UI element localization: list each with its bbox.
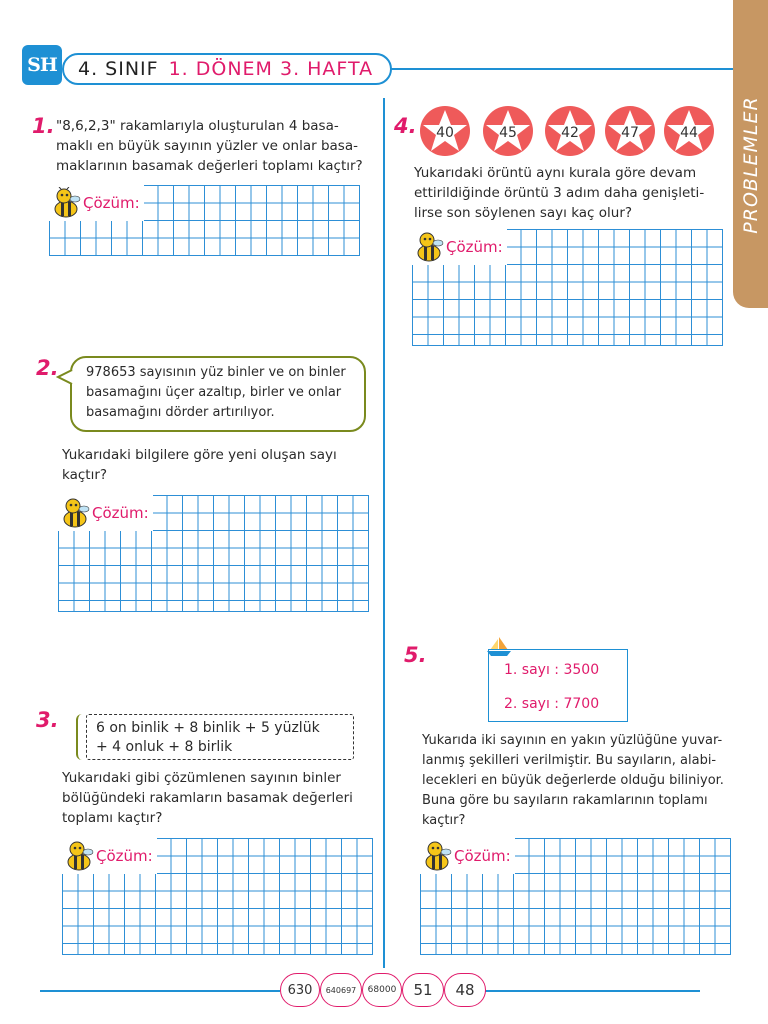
q1-line: maklarının basamak değerleri toplamı kaçtır? [56,158,363,174]
footer-answer-option: 630 [280,973,320,1007]
q2-box-line: 978653 sayısının yüz binler ve on binler [86,365,346,380]
q5-line: Buna göre bu sayıların rakamlarının toplamı [422,793,708,808]
q5-line: Yukarıda iki sayının en yakın yüzlüğüne yuvar- [422,733,723,748]
bee-icon [51,187,81,219]
solution-header [412,229,507,265]
q1-solution-grid[interactable] [49,185,360,256]
q3-line: bölüğündeki rakamların basamak değerleri [62,790,353,806]
bee-icon [64,840,94,872]
star-number: 40 [436,125,454,142]
solution-label: Çözüm: [83,194,140,212]
q4-number: 4. [394,114,417,138]
star-shape [603,104,657,158]
star-shape [418,104,472,158]
page-title [62,53,392,85]
solution-label: Çözüm: [446,238,503,256]
q4-line: Yukarıdaki örüntü aynı kurala göre devam [414,165,697,181]
logo-text: SH [27,54,57,76]
q1-line: maklı en büyük sayının yüzler ve onlar basa- [56,138,358,154]
q2-solution-grid[interactable] [58,495,369,612]
footer-answer-option: 640697 [320,973,362,1007]
q5-text [422,731,724,831]
solution-label: Çözüm: [92,504,149,522]
solution-label: Çözüm: [454,847,511,865]
q2-info-text [86,363,346,423]
q1-line: "8,6,2,3" rakamlarıyla oluşturulan 4 basa- [56,118,339,134]
q5-value-1: 1. sayı : 3500 [504,662,600,678]
q2-line: Yukarıdaki bilgilere göre yeni oluşan sayı [62,447,337,463]
side-tab-label: PROBLEMLER [739,96,762,234]
footer-answer-option: 68000 [362,973,402,1007]
q2-number: 2. [36,356,59,380]
q5-line: lecekleri en büyük değerlerde olduğu biliniyor. [422,773,724,788]
q2-box-line: basamağını dörder artırılıyor. [86,405,275,420]
q5-line: lanmış şekilleri verilmiştir. Bu sayıların, alabi- [422,753,717,768]
term-label: 1. DÖNEM 3. HAFTA [168,58,374,80]
q2-box-line: basamağını üçer azaltıp, birler ve onlar [86,385,342,400]
q5-solution-grid[interactable] [420,838,731,955]
side-tab [733,0,768,308]
q3-info-text [96,719,320,757]
q5-value-2: 2. sayı : 7700 [504,696,600,712]
speech-tail-icon [56,368,74,386]
footer-rule-right [484,990,700,992]
q1-text [56,116,363,176]
q2-text [62,445,337,485]
q4-text [414,163,704,223]
q4-line: lirse son söylenen sayı kaç olur? [414,205,633,221]
column-divider [383,98,385,968]
header-rule [390,68,740,70]
footer-rule-left [40,990,280,992]
star-shape [543,104,597,158]
solution-header [49,185,144,221]
bee-icon [422,840,452,872]
q1-number: 1. [32,114,55,138]
q3-box-line: 6 on binlik + 8 binlik + 5 yüzlük [96,720,320,736]
star-shape [662,104,716,158]
bee-icon [414,231,444,263]
q3-line: toplamı kaçtır? [62,810,163,826]
q5-line: kaçtır? [422,813,466,828]
q5-number: 5. [404,643,427,667]
star-shape [481,104,535,158]
class-label: 4. SINIF [78,58,159,80]
star-number: 47 [621,125,639,142]
publisher-logo [22,45,62,85]
footer-answer-option: 48 [444,973,486,1007]
star-number: 44 [680,125,698,142]
q3-solution-grid[interactable] [62,838,373,955]
solution-header [62,838,157,874]
q3-line: Yukarıdaki gibi çözümlenen sayının binler [62,770,341,786]
solution-header [58,495,153,531]
q3-text [62,768,353,828]
footer-answer-option: 51 [402,973,444,1007]
bee-icon [60,497,90,529]
solution-header [420,838,515,874]
q3-box-line: + 4 onluk + 8 birlik [96,739,233,755]
star-number: 45 [499,125,517,142]
q4-line: ettirildiğinde örüntü 3 adım daha genişleti- [414,185,705,201]
q3-number: 3. [36,708,59,732]
q2-line: kaçtır? [62,467,108,483]
q4-solution-grid[interactable] [412,229,723,346]
solution-label: Çözüm: [96,847,153,865]
star-number: 42 [561,125,579,142]
